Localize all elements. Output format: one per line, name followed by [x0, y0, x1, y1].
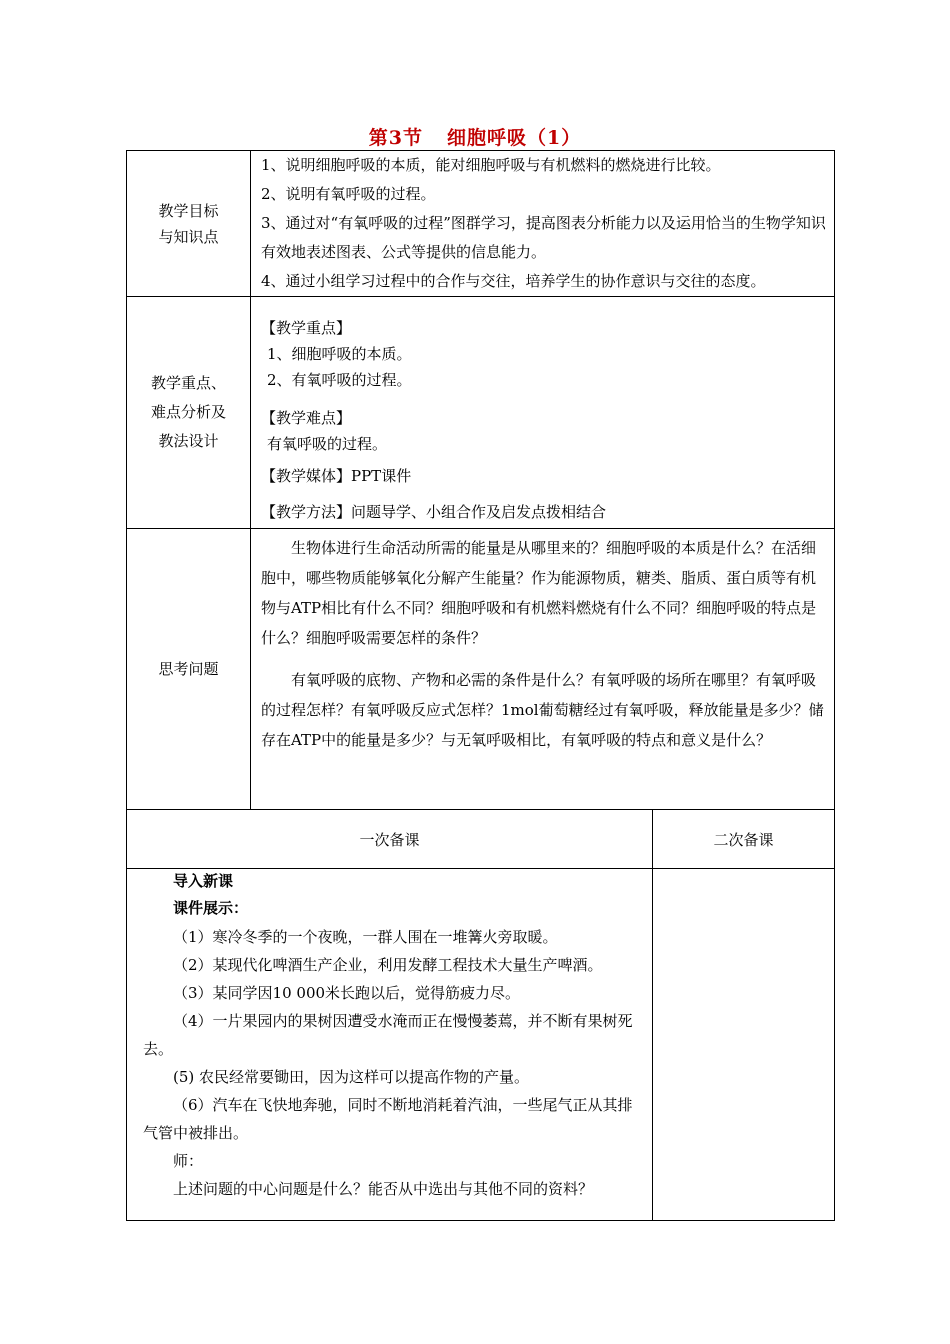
- first-prep-header: 一次备课: [127, 810, 653, 869]
- question-paragraph: 生物体进行生命活动所需的能量是从哪里来的？细胞呼吸的本质是什么？在活细胞中，哪些物质能够氧化分解产生能量？作为能源物质，糖类、脂质、蛋白质等有机物与ATP相比有什么不同？细胞呼吸和有机燃料燃烧有什么不同？细胞呼吸的特点是什么？细胞呼吸需要怎样的条件？: [261, 539, 817, 647]
- teacher-label: 师：: [173, 1152, 204, 1170]
- questions-content: [251, 529, 835, 810]
- lesson-question: 上述问题的中心问题是什么？能否从中选出与其他不同的资料？: [173, 1180, 594, 1198]
- focus-item: 1、细胞呼吸的本质。: [267, 345, 412, 363]
- lesson-item: （2）某现代化啤酒生产企业，利用发酵工程技术大量生产啤酒。: [173, 956, 603, 974]
- intro-heading: 导入新课: [173, 872, 234, 890]
- objectives-label: 教学目标 与知识点: [127, 151, 251, 297]
- questions-label: 思考问题: [127, 529, 251, 810]
- title-section: 第3节: [368, 127, 423, 149]
- objective-item: 3、通过对“有氧呼吸的过程”图群学习，提高图表分析能力以及运用恰当的生物学知识有效地表述图表、公式等提供的信息能力。: [261, 214, 826, 261]
- difficulty-header: 【教学难点】: [261, 409, 352, 427]
- objective-item: 1、说明细胞呼吸的本质，能对细胞呼吸与有机燃料的燃烧进行比较。: [261, 156, 721, 174]
- keypoints-row: [127, 297, 835, 529]
- question-paragraph: 有氧呼吸的底物、产物和必需的条件是什么？有氧呼吸的场所在哪里？有氧呼吸的过程怎样？有氧呼吸反应式怎样？1mol葡萄糖经过有氧呼吸，释放能量是多少？储存在ATP中的能量是多少？与无氧呼吸相比，有氧呼吸的特点和意义是什么？: [261, 671, 824, 749]
- difficulty-item: 有氧呼吸的过程。: [267, 435, 388, 453]
- lesson-item: （1）寒冷冬季的一个夜晚，一群人围在一堆篝火旁取暖。: [173, 928, 558, 946]
- lesson-item: （3）某同学因10 000米长跑以后，觉得筋疲力尽。: [173, 984, 521, 1002]
- method-line: 【教学方法】问题导学、小组合作及启发点拨相结合: [261, 503, 607, 521]
- title-topic: 细胞呼吸（1）: [447, 127, 582, 149]
- questions-row: [127, 529, 835, 810]
- second-prep-header: 二次备课: [653, 810, 835, 869]
- keypoints-label: 教学重点、 难点分析及 教法设计: [127, 297, 251, 529]
- objectives-content: [251, 151, 835, 297]
- page-title: [0, 123, 950, 150]
- focus-header: 【教学重点】: [261, 319, 352, 337]
- show-heading: 课件展示：: [173, 899, 249, 917]
- lesson-item: (5) 农民经常要锄田，因为这样可以提高作物的产量。: [173, 1068, 530, 1086]
- lesson-row: [127, 869, 835, 1221]
- objective-item: 4、通过小组学习过程中的合作与交往，培养学生的协作意识与交往的态度。: [261, 272, 766, 290]
- lesson-plan-table: [126, 150, 835, 1221]
- lesson-content: [127, 869, 653, 1221]
- prep-header-row: [127, 810, 835, 869]
- media-line: 【教学媒体】PPT课件: [261, 467, 412, 485]
- lesson-item: （4）一片果园内的果树因遭受水淹而正在慢慢萎蔫，并不断有果树死去。: [143, 1012, 633, 1058]
- second-prep-area: [653, 869, 835, 1221]
- keypoints-content: [251, 297, 835, 529]
- lesson-item: （6）汽车在飞快地奔驰，同时不断地消耗着汽油，一些尾气正从其排气管中被排出。: [143, 1096, 633, 1142]
- objectives-row: [127, 151, 835, 297]
- objective-item: 2、说明有氧呼吸的过程。: [261, 185, 436, 203]
- focus-item: 2、有氧呼吸的过程。: [267, 371, 412, 389]
